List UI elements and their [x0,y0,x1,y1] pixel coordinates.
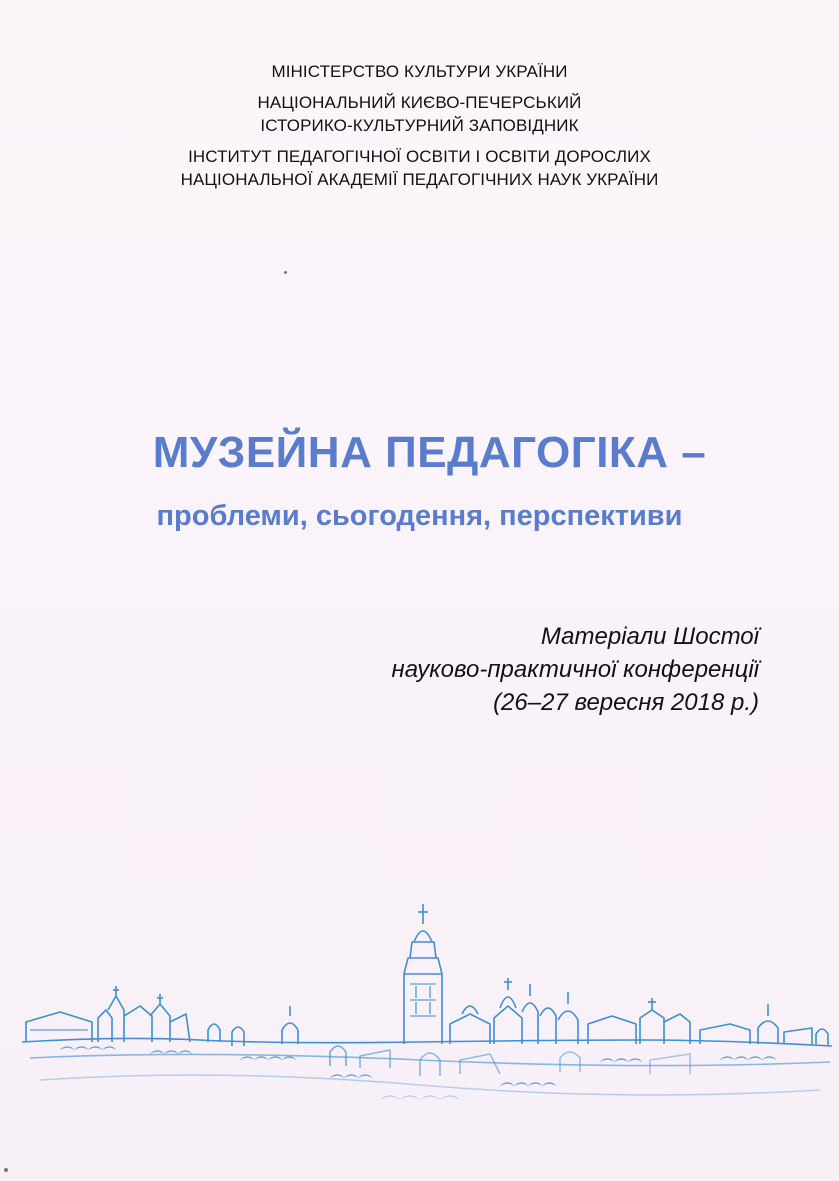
institute-name-line1: ІНСТИТУТ ПЕДАГОГІЧНОЇ ОСВІТИ І ОСВІТИ ДОРОСЛИХ [188,147,651,166]
reserve-name-line1: НАЦІОНАЛЬНИЙ КИЄВО-ПЕЧЕРСЬКИЙ [257,93,582,112]
ministry-header [0,60,839,83]
reserve-header [0,91,839,137]
lavra-skyline-illustration [0,890,839,1130]
paper-speck [4,1168,8,1172]
conference-line2: науково-практичної конференції [391,656,759,683]
paper-speck [284,271,287,274]
conference-dates: (26–27 вересня 2018 р.) [493,689,759,716]
conference-info [392,620,759,719]
book-title: МУЗЕЙНА ПЕДАГОГІКА – [152,428,707,477]
book-subtitle: проблеми, сьогодення, перспективи [156,500,683,532]
institute-header [0,145,839,191]
institute-name-line2: НАЦІОНАЛЬНОЇ АКАДЕМІЇ ПЕДАГОГІЧНИХ НАУК УКРАЇНИ [180,170,659,189]
ministry-name: МІНІСТЕРСТВО КУЛЬТУРИ УКРАЇНИ [271,62,568,81]
reserve-name-line2: ІСТОРИКО-КУЛЬТУРНИЙ ЗАПОВІДНИК [260,116,579,135]
conference-line1: Матеріали Шостої [540,623,759,650]
